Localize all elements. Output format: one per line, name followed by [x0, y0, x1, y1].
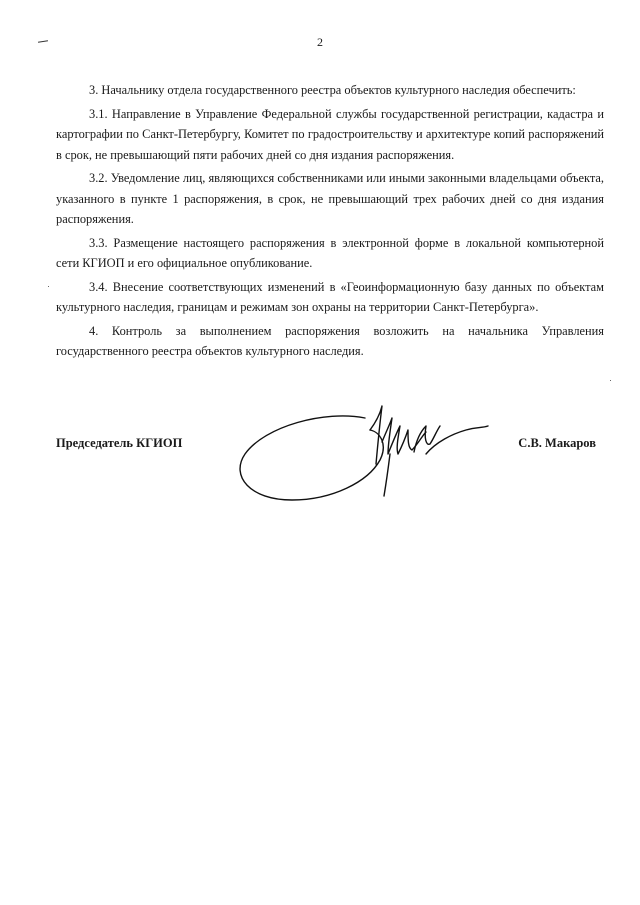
scan-speck — [610, 380, 611, 381]
handwritten-signature — [230, 392, 510, 522]
signatory-title: Председатель КГИОП — [56, 436, 183, 450]
document-body — [56, 80, 604, 362]
page-number: 2 — [317, 35, 323, 49]
paragraph-3: 3. Начальнику отдела государственного реестра объектов культурного наследия обеспечить: — [89, 83, 576, 97]
paragraph-3-1: 3.1. Направление в Управление Федеральной службы государственной регистрации, кадастра и картографии по Санкт-Петербургу, Комитет по градостроительству и архитектуре копий распоряжений в срок, не превышающий пяти рабочих дней со дня издания распоряжения. — [56, 106, 604, 162]
paragraph-3-3: 3.3. Размещение настоящего распоряжения в электронной форме в локальной компьютерной сети КГИОП и его официальное опубликование. — [56, 235, 604, 270]
paragraph-3-2: 3.2. Уведомление лиц, являющихся собственниками или иными законными владельцами объекта, указанного в пункте 1 распоряжения, в срок, не превышающий трех рабочих дней со дня издания распоряжения. — [56, 171, 604, 226]
paragraph-3-4: 3.4. Внесение соответствующих изменений в «Геоинформационную базу данных по объектам культурного наследия, границам и режимам зон охраны на территории Санкт-Петербурга». — [56, 279, 604, 314]
paragraph-4: 4. Контроль за выполнением распоряжения возложить на начальника Управления государственного реестра объектов культурного наследия. — [56, 323, 604, 358]
signatory-name: С.В. Макаров — [518, 436, 596, 450]
scan-speck — [48, 286, 49, 287]
